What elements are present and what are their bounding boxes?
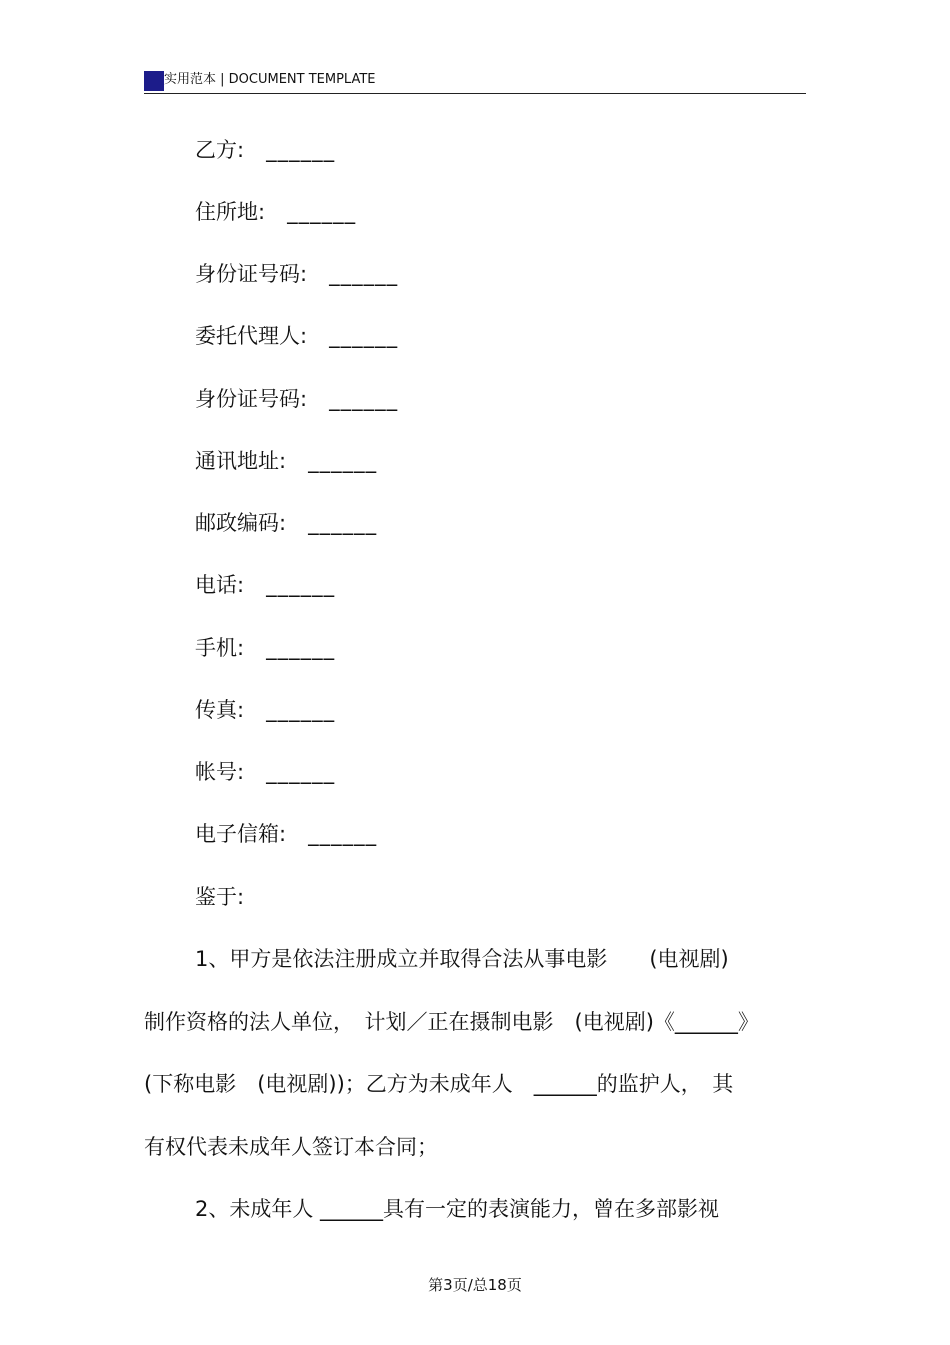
header-title: 实用范本 | DOCUMENT TEMPLATE <box>164 72 376 87</box>
field-postal-code <box>195 509 377 537</box>
field-agent <box>195 322 398 350</box>
field-agent-id-number <box>195 385 398 413</box>
field-mobile <box>195 634 335 662</box>
header-logo-square <box>144 71 164 91</box>
field-label: 通讯地址: <box>195 449 287 473</box>
field-blank: ______ <box>329 387 399 411</box>
field-blank: ______ <box>287 200 357 224</box>
field-blank: ______ <box>266 636 336 660</box>
field-label: 传真: <box>195 698 245 722</box>
field-email <box>195 820 377 848</box>
body-line-1: 1、甲方是依法注册成立并取得合法从事电影 (电视剧) <box>195 947 729 971</box>
field-blank: ______ <box>266 760 336 784</box>
whereas-heading: 鉴于: <box>195 885 245 909</box>
field-telephone <box>195 571 335 599</box>
field-label: 电子信箱: <box>195 822 287 846</box>
body-line-4: 有权代表未成年人签订本合同； <box>144 1135 438 1159</box>
field-label: 电话: <box>195 573 245 597</box>
field-blank: ______ <box>308 511 378 535</box>
field-account <box>195 758 335 786</box>
field-label: 手机: <box>195 636 245 660</box>
field-blank: ______ <box>266 573 336 597</box>
body-line-5: 2、未成年人 ______具有一定的表演能力，曾在多部影视 <box>195 1197 720 1221</box>
field-label: 身份证号码: <box>195 387 308 411</box>
field-blank: ______ <box>308 822 378 846</box>
field-mailing-address <box>195 447 377 475</box>
field-label: 乙方: <box>195 138 245 162</box>
field-blank: ______ <box>266 138 336 162</box>
field-label: 身份证号码: <box>195 262 308 286</box>
field-blank: ______ <box>308 449 378 473</box>
field-id-number <box>195 260 398 288</box>
field-label: 帐号: <box>195 760 245 784</box>
field-label: 委托代理人: <box>195 324 308 348</box>
field-blank: ______ <box>329 262 399 286</box>
field-fax <box>195 696 335 724</box>
body-line-2: 制作资格的法人单位， 计划／正在摄制电影 (电视剧)《______》 <box>144 1010 759 1034</box>
field-label: 住所地: <box>195 200 266 224</box>
field-blank: ______ <box>266 698 336 722</box>
page-header <box>144 68 806 94</box>
field-residence <box>195 198 356 226</box>
page-footer: 第3页/总18页 <box>428 1276 522 1294</box>
field-label: 邮政编码: <box>195 511 287 535</box>
field-blank: ______ <box>329 324 399 348</box>
body-line-3: (下称电影 (电视剧))；乙方为未成年人 ______的监护人， 其 <box>144 1072 734 1096</box>
field-party-b <box>195 136 335 164</box>
